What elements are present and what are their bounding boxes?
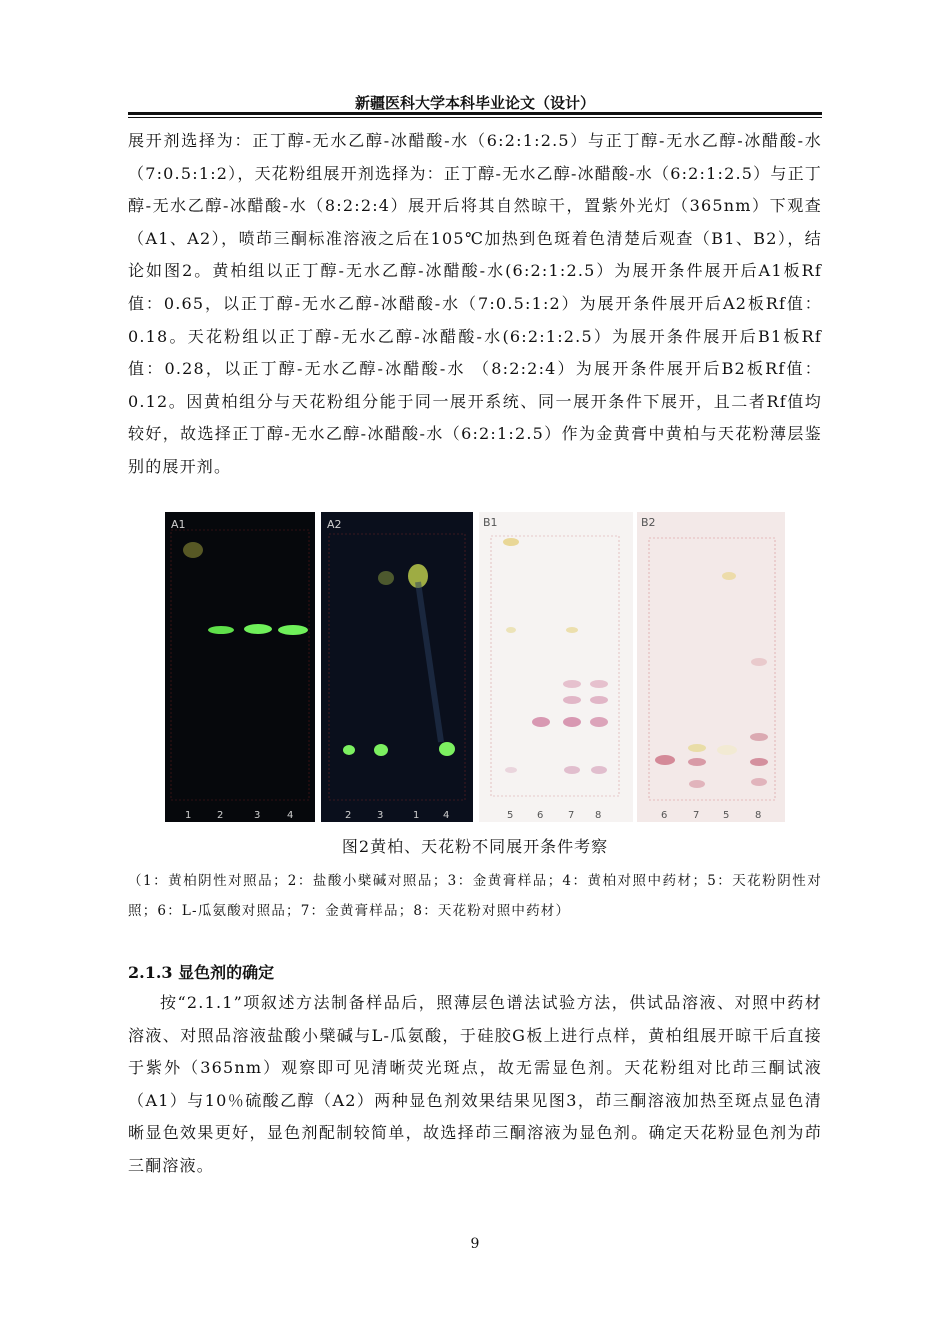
tlc-plate-b1 [479, 512, 633, 822]
tlc-figure [165, 512, 785, 822]
body-paragraph-1: 展开剂选择为：正丁醇-无水乙醇-冰醋酸-水（6:2:1:2.5）与正丁醇-无水乙醇-冰醋酸-水（7:0.5:1:2），天花粉组展开剂选择为：正丁醇-无水乙醇-冰醋酸-水（6:2:1:2.5）与正丁醇-无水乙醇-冰醋酸-水（8:2:2:4）展开后将其自然晾干，置紫外光灯（365nm）下观查（A1、A2），喷茚三酮标准溶液之后在105℃加热到色斑着色清楚后观查（B1、B2），结论如图2。黄柏组以正丁醇-无水乙醇-冰醋酸-水(6:2:1:2.5）为展开条件展开后A1板Rf值：0.65，以正丁醇-无水乙醇-冰醋酸-水（7:0.5:1:2）为展开条件展开后A2板Rf值：0.18。天花粉组以正丁醇-无水乙醇-冰醋酸-水(6:2:1:2.5）为展开条件展开后B1板Rf值：0.28，以正丁醇-无水乙醇-冰醋酸-水 （8:2:2:4）为展开条件展开后B2板Rf值：0.12。因黄柏组分与天花粉组分能于同一展开系统、同一展开条件下展开，且二者Rf值均较好，故选择正丁醇-无水乙醇-冰醋酸-水（6:2:1:2.5）作为金黄膏中黄柏与天花粉薄层鉴别的展开剂。 [128, 131, 822, 476]
section-heading: 2.1.3 显色剂的确定 [128, 963, 275, 982]
lane-label: 8 [755, 810, 762, 821]
plate-label: B2 [641, 516, 656, 529]
lane-label: 2 [345, 810, 352, 821]
plate-label: A1 [171, 518, 186, 531]
body-paragraph-2: 按“2.1.1”项叙述方法制备样品后，照薄层色谱法试验方法，供试品溶液、对照中药材溶液、对照品溶液盐酸小檗碱与L-瓜氨酸，于硅胶G板上进行点样，黄柏组展开晾干后直接于紫外（365nm）观察即可见清晰荧光斑点，故无需显色剂。天花粉组对比茚三酮试液（A1）与10％硫酸乙醇（A2）两种显色剂效果结果见图3，茚三酮溶液加热至斑点显色清晰显色效果更好，显色剂配制较简单，故选择茚三酮溶液为显色剂。确定天花粉显色剂为茚三酮溶液。 [128, 993, 822, 1175]
figure-note: （1：黄柏阴性对照品；2：盐酸小檗碱对照品；3：金黄膏样品；4：黄柏对照中药材；5：天花粉阴性对照；6：L-瓜氨酸对照品；7：金黄膏样品；8：天花粉对照中药材） [128, 873, 822, 919]
plate-label: B1 [483, 516, 498, 529]
tlc-plate-a2 [321, 512, 473, 822]
lane-label: 4 [443, 810, 450, 821]
lane-label: 5 [507, 810, 514, 821]
lane-label: 1 [185, 810, 192, 821]
header-rule-thick [128, 112, 822, 115]
header-rule-thin [128, 117, 822, 118]
running-header: 新疆医科大学本科毕业论文（设计） [354, 94, 595, 112]
lane-label: 1 [413, 810, 420, 821]
tlc-plate-a1 [165, 512, 315, 822]
lane-label: 6 [537, 810, 544, 821]
lane-label: 3 [254, 810, 261, 821]
lane-label: 3 [377, 810, 384, 821]
plate-label: A2 [327, 518, 342, 531]
lane-label: 4 [287, 810, 294, 821]
lane-label: 7 [568, 810, 575, 821]
lane-label: 7 [693, 810, 700, 821]
figure-caption: 图2黄柏、天花粉不同展开条件考察 [341, 837, 609, 856]
page-number: 9 [470, 1236, 480, 1252]
lane-label: 8 [595, 810, 602, 821]
lane-label: 6 [661, 810, 668, 821]
tlc-plate-b2 [637, 512, 785, 822]
lane-label: 5 [723, 810, 730, 821]
lane-label: 2 [217, 810, 224, 821]
